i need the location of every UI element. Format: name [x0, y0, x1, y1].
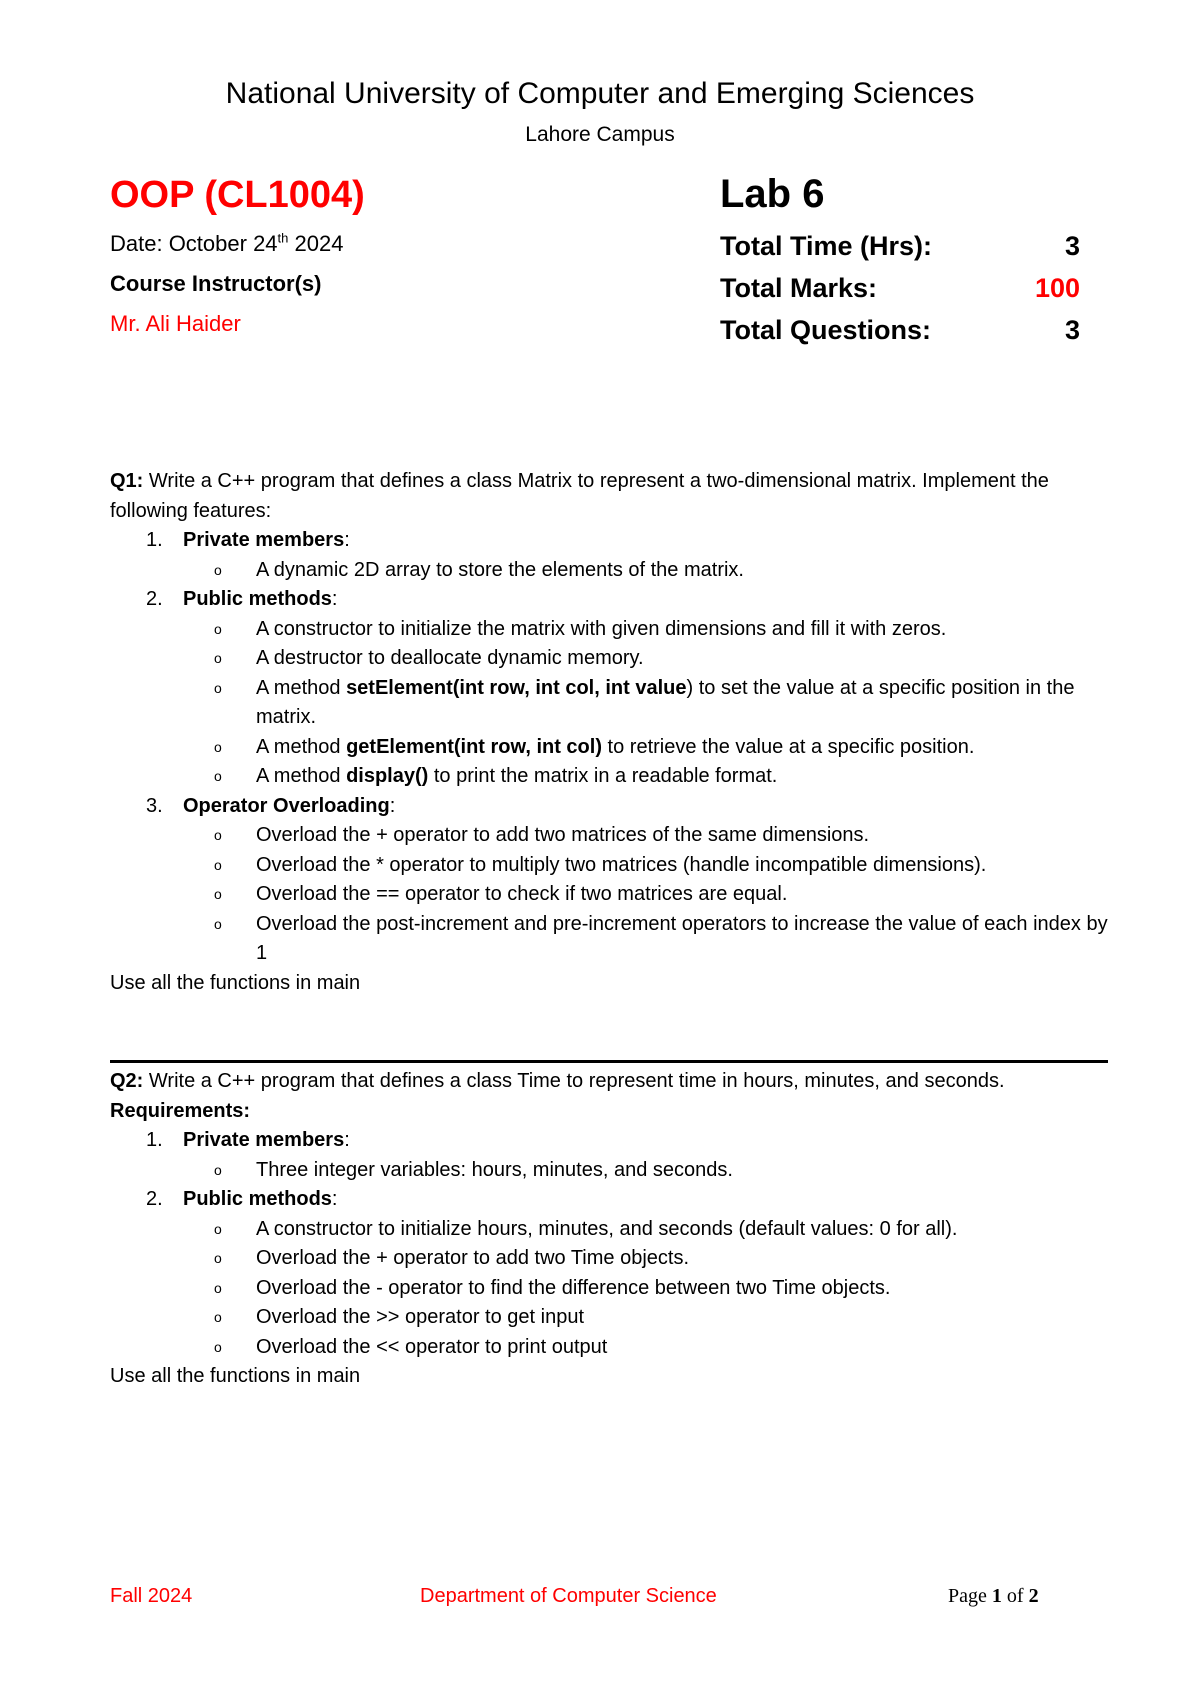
list-item: o Overload the post-increment and pre-increment operators to increase the value of each index by 1	[214, 912, 1108, 964]
question-2-closing: Use all the functions in main	[110, 1365, 361, 1387]
list-item: o A constructor to initialize the matrix with given dimensions and fill it with zeros.	[214, 617, 947, 640]
q1-section-public: 2. Public methods: o A constructor to initialize the matrix with given dimensions and fill it with zeros. o A destructor to deallocate dynamic memory. o A method setElement(int row, int col, int value) to set the value at a specific position in the matrix. o A method getElement(int row, int col) to retrieve the value at a specific position. o A method display() to print the matrix in a readable format.	[110, 585, 1110, 792]
list-item: o Overload the << operator to print output	[214, 1335, 608, 1358]
list-item: o A method getElement(int row, int col) to retrieve the value at a specific position.	[214, 735, 975, 758]
list-item: o Overload the - operator to find the difference between two Time objects.	[214, 1276, 891, 1299]
footer-term: Fall 2024	[110, 1585, 193, 1607]
list-item: o Overload the + operator to add two matrices of the same dimensions.	[214, 824, 870, 846]
q2-section-public: 2. Public methods: o A constructor to initialize hours, minutes, and seconds (default values: 0 for all). o Overload the + operator to add two Time objects. o Overload the - operator to find the difference between two Time objects. o Overload the >> operator to get input o Overload the << operator to print output	[110, 1185, 1110, 1362]
total-questions-value: 3	[1064, 315, 1080, 345]
list-item: o A method setElement(int row, int col, int value) to set the value at a specific position in the matrix.	[214, 676, 1075, 728]
list-item: o Overload the * operator to multiply two matrices (handle incompatible dimensions).	[214, 853, 987, 876]
lab-title: Lab 6	[720, 172, 825, 216]
total-marks-label: Total Marks:	[720, 273, 878, 303]
footer-department: Department of Computer Science	[420, 1585, 717, 1607]
list-item: o A constructor to initialize hours, minutes, and seconds (default values: 0 for all).	[214, 1217, 958, 1240]
total-time-value: 3	[1064, 231, 1080, 261]
list-item: o A method display() to print the matrix in a readable format.	[214, 765, 778, 787]
requirements-heading: Requirements:	[110, 1099, 251, 1122]
campus-name: Lahore Campus	[525, 123, 675, 146]
question-2-intro: Q2: Write a C++ program that defines a class Time to represent time in hours, minutes, and seconds.	[110, 1070, 1005, 1092]
question-1	[110, 467, 1110, 998]
instructor-name: Mr. Ali Haider	[110, 311, 241, 336]
total-marks-value: 100	[1034, 273, 1080, 303]
question-1-sections	[110, 526, 1110, 969]
q2-section-private: 1. Private members: o Three integer variables: hours, minutes, and seconds.	[110, 1126, 1110, 1185]
course-title: OOP (CL1004)	[110, 174, 365, 216]
list-item: o A destructor to deallocate dynamic memory.	[214, 647, 644, 669]
exam-date: Date: October 24th 2024	[110, 230, 344, 256]
list-item: o Overload the >> operator to get input	[214, 1306, 584, 1328]
q1-section-operators: 3. Operator Overloading: o Overload the + operator to add two matrices of the same dimensions. o Overload the * operator to multiply two matrices (handle incompatible dimensions). o Overload the == operator to check if two matrices are equal. o Overload the post-increment and pre-increment operators to increase the value of each index by 1	[110, 792, 1110, 969]
q1-section-private: 1. Private members: o A dynamic 2D array to store the elements of the matrix.	[110, 526, 1110, 585]
total-questions-row	[720, 313, 1080, 347]
list-item: o Overload the == operator to check if two matrices are equal.	[214, 883, 788, 905]
instructor-label: Course Instructor(s)	[110, 271, 322, 296]
total-questions-label: Total Questions:	[720, 315, 932, 345]
list-item: o Overload the + operator to add two Time objects.	[214, 1247, 690, 1269]
question-1-intro: Q1: Write a C++ program that defines a class Matrix to represent a two-dimensional matrix. Implement the following features:	[110, 470, 1049, 522]
total-marks-row	[720, 271, 1080, 305]
list-item: o Three integer variables: hours, minutes, and seconds.	[214, 1158, 733, 1181]
university-name: National University of Computer and Emerging Sciences	[225, 77, 975, 110]
question-1-closing: Use all the functions in main	[110, 971, 361, 994]
question-2-sections	[110, 1126, 1110, 1362]
list-item: o A dynamic 2D array to store the elements of the matrix.	[214, 558, 744, 581]
section-divider	[110, 1060, 1108, 1063]
total-time-row	[720, 229, 1080, 263]
footer-page-number: Page 1 of 2	[948, 1585, 1039, 1607]
question-2	[110, 1067, 1110, 1392]
total-time-label: Total Time (Hrs):	[720, 231, 933, 261]
